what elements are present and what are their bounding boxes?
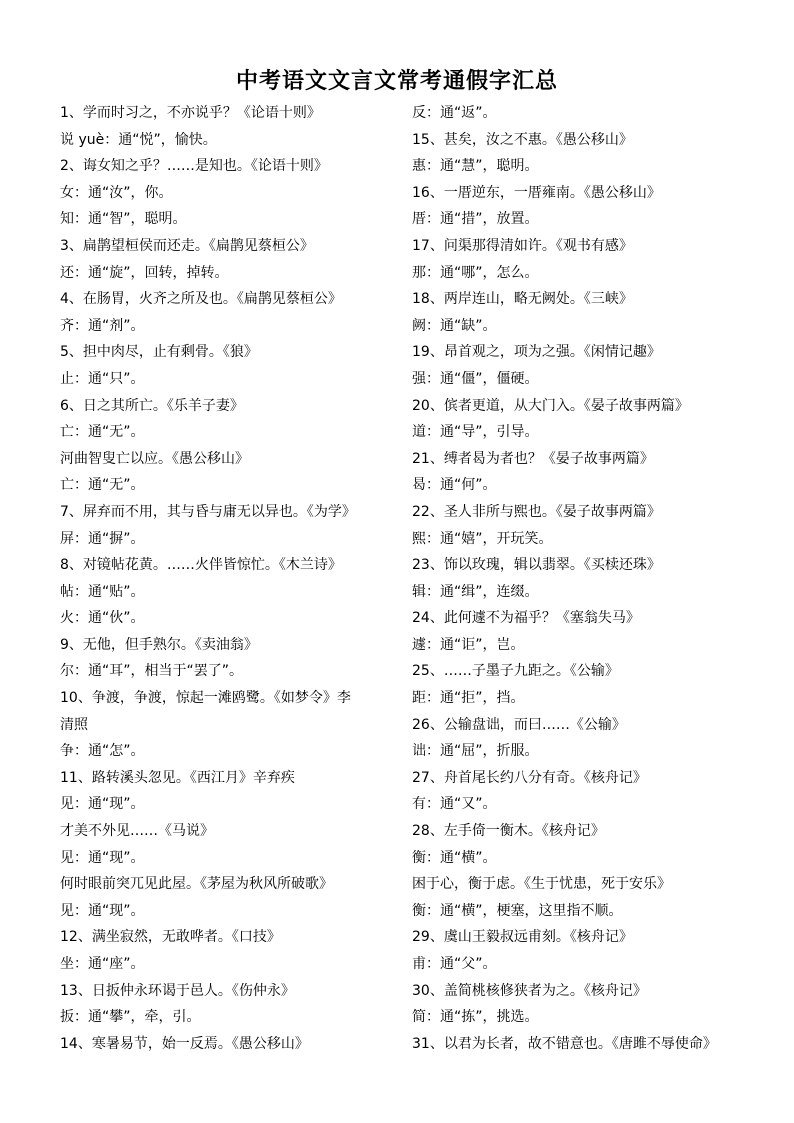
text-line: 13、日扳仲永环谒于邑人。《伤仲永》 <box>60 982 295 999</box>
text-line: 河曲智叟亡以应。《愚公移山》 <box>60 450 249 467</box>
text-line: 7、屏弃而不用，其与昏与庸无以异也。《为学》 <box>60 503 356 520</box>
text-line: 19、昂首观之，项为之强。《闲情记趣》 <box>412 344 661 361</box>
text-line: 争：通“怎”。 <box>60 743 145 760</box>
text-line: 26、公输盘诎，而曰……《公输》 <box>412 716 626 733</box>
right-column <box>412 100 752 1057</box>
text-line: 齐：通“剂”。 <box>60 317 145 334</box>
text-line: 距：通“拒”，挡。 <box>412 690 525 707</box>
text-line: 2、诲女知之乎？……是知也。《论语十则》 <box>60 158 328 175</box>
text-line: 何时眼前突兀见此屋。《茅屋为秋风所破歌》 <box>60 876 333 893</box>
text-line: 9、无他，但手熟尔。《卖油翁》 <box>60 636 258 653</box>
text-line: 惠：通“慧”，聪明。 <box>412 158 539 175</box>
text-line: 亡：通“无”。 <box>60 424 145 441</box>
text-line: 遽：通“讵”，岂。 <box>412 636 525 653</box>
text-line: 扳：通“攀”，牵，引。 <box>60 1009 201 1026</box>
text-line: 坐：通“座”。 <box>60 956 145 972</box>
text-line: 15、甚矣，汝之不惠。《愚公移山》 <box>412 131 633 148</box>
text-line: 31、以君为长者，故不错意也。《唐雎不辱使命》 <box>412 1035 717 1052</box>
text-line: 阙：通“缺”。 <box>412 317 497 334</box>
text-line: 见：通“现”。 <box>60 849 145 866</box>
text-line: 24、此何遽不为福乎？《塞翁失马》 <box>412 610 640 627</box>
text-line: 女：通“汝”，你。 <box>60 184 173 201</box>
text-line: 厝：通“措”，放置。 <box>412 211 539 228</box>
text-line: 22、圣人非所与熙也。《晏子故事两篇》 <box>412 503 661 520</box>
text-line: 27、舟首尾长约八分有奇。《核舟记》 <box>412 769 647 786</box>
text-line: 辑：通“缉”，连缀。 <box>412 583 539 600</box>
text-line: 17、问渠那得清如许。《观书有感》 <box>412 237 633 254</box>
text-line: 熙：通“嬉”，开玩笑。 <box>412 530 553 547</box>
page-title: 中考语文文言文常考通假字汇总 <box>235 69 558 94</box>
text-line: 说 yuè：通“悦”，愉快。 <box>60 131 217 148</box>
text-line: 21、缚者曷为者也？《晏子故事两篇》 <box>412 450 654 467</box>
text-line: 衡：通“横”。 <box>412 849 497 866</box>
text-line: 23、饰以玫瑰，辑以翡翠。《买椟还珠》 <box>412 557 661 574</box>
text-line: 见：通“现”。 <box>60 902 145 919</box>
text-line: 14、寒暑易节，始一反焉。《愚公移山》 <box>60 1035 309 1052</box>
text-line: 8、对镜帖花黄。……火伴皆惊忙。《木兰诗》 <box>60 557 342 574</box>
text-line: 16、一厝逆东，一厝雍南。《愚公移山》 <box>412 184 661 201</box>
text-line: 帖：通“贴”。 <box>60 583 145 600</box>
text-line: 衡：通“横”，梗塞，这里指不顺。 <box>412 902 623 919</box>
text-line: 止：通“只”。 <box>60 370 145 387</box>
text-line: 曷：通“何”。 <box>412 477 497 494</box>
text-line: 诎：通“屈”，折服。 <box>412 743 539 760</box>
text-line: 1、学而时习之，不亦说乎？《论语十则》 <box>60 105 321 121</box>
text-line: 简：通“拣”，挑选。 <box>412 1009 539 1026</box>
text-line: 4、在肠胃，火齐之所及也。《扁鹊见蔡桓公》 <box>60 291 342 308</box>
text-line: 清照 <box>60 716 88 733</box>
text-line: 5、担中肉尽，止有剩骨。《狼》 <box>60 344 258 361</box>
text-line: 30、盖简桃核修狭者为之。《核舟记》 <box>412 982 647 999</box>
text-line: 那：通“哪”，怎么。 <box>412 264 539 281</box>
text-line: 10、争渡，争渡，惊起一滩鸥鹭。《如梦令》李 <box>60 690 351 707</box>
text-line: 还：通“旋”，回转，掉转。 <box>60 264 229 281</box>
text-line: 甫：通“父”。 <box>412 956 497 972</box>
text-line: 强：通“僵”，僵硬。 <box>412 370 539 387</box>
text-line: 屏：通“摒”。 <box>60 530 145 547</box>
text-line: 反：通“返”。 <box>412 105 497 121</box>
text-line: 25、……子墨子九距之。《公输》 <box>412 663 619 680</box>
text-line: 12、满坐寂然，无敢哗者。《口技》 <box>60 929 281 946</box>
text-line: 困于心，衡于虑。《生于忧患，死于安乐》 <box>412 876 671 893</box>
text-line: 3、扁鹊望桓侯而还走。《扁鹊见蔡桓公》 <box>60 237 314 254</box>
text-line: 尔：通“耳”，相当于“罢了”。 <box>60 663 244 680</box>
text-line: 道：通“导”，引导。 <box>412 424 539 441</box>
text-line: 才美不外见……《马说》 <box>60 823 214 840</box>
text-line: 见：通“现”。 <box>60 796 145 813</box>
text-line: 亡：通“无”。 <box>60 477 145 494</box>
text-line: 28、左手倚一衡木。《核舟记》 <box>412 823 605 840</box>
text-line: 火：通“伙”。 <box>60 610 145 627</box>
left-column <box>60 100 390 1057</box>
text-line: 18、两岸连山，略无阙处。《三峡》 <box>412 291 633 308</box>
text-line: 有：通“又”。 <box>412 796 497 813</box>
text-line: 20、傧者更道，从大门入。《晏子故事两篇》 <box>412 397 689 414</box>
text-line: 29、虞山王毅叔远甫刻。《核舟记》 <box>412 929 633 946</box>
text-line: 11、路转溪头忽见。《西江月》辛弃疾 <box>60 769 295 786</box>
text-line: 知：通“智”，聪明。 <box>60 211 187 228</box>
text-line: 6、日之其所亡。《乐羊子妻》 <box>60 397 244 414</box>
